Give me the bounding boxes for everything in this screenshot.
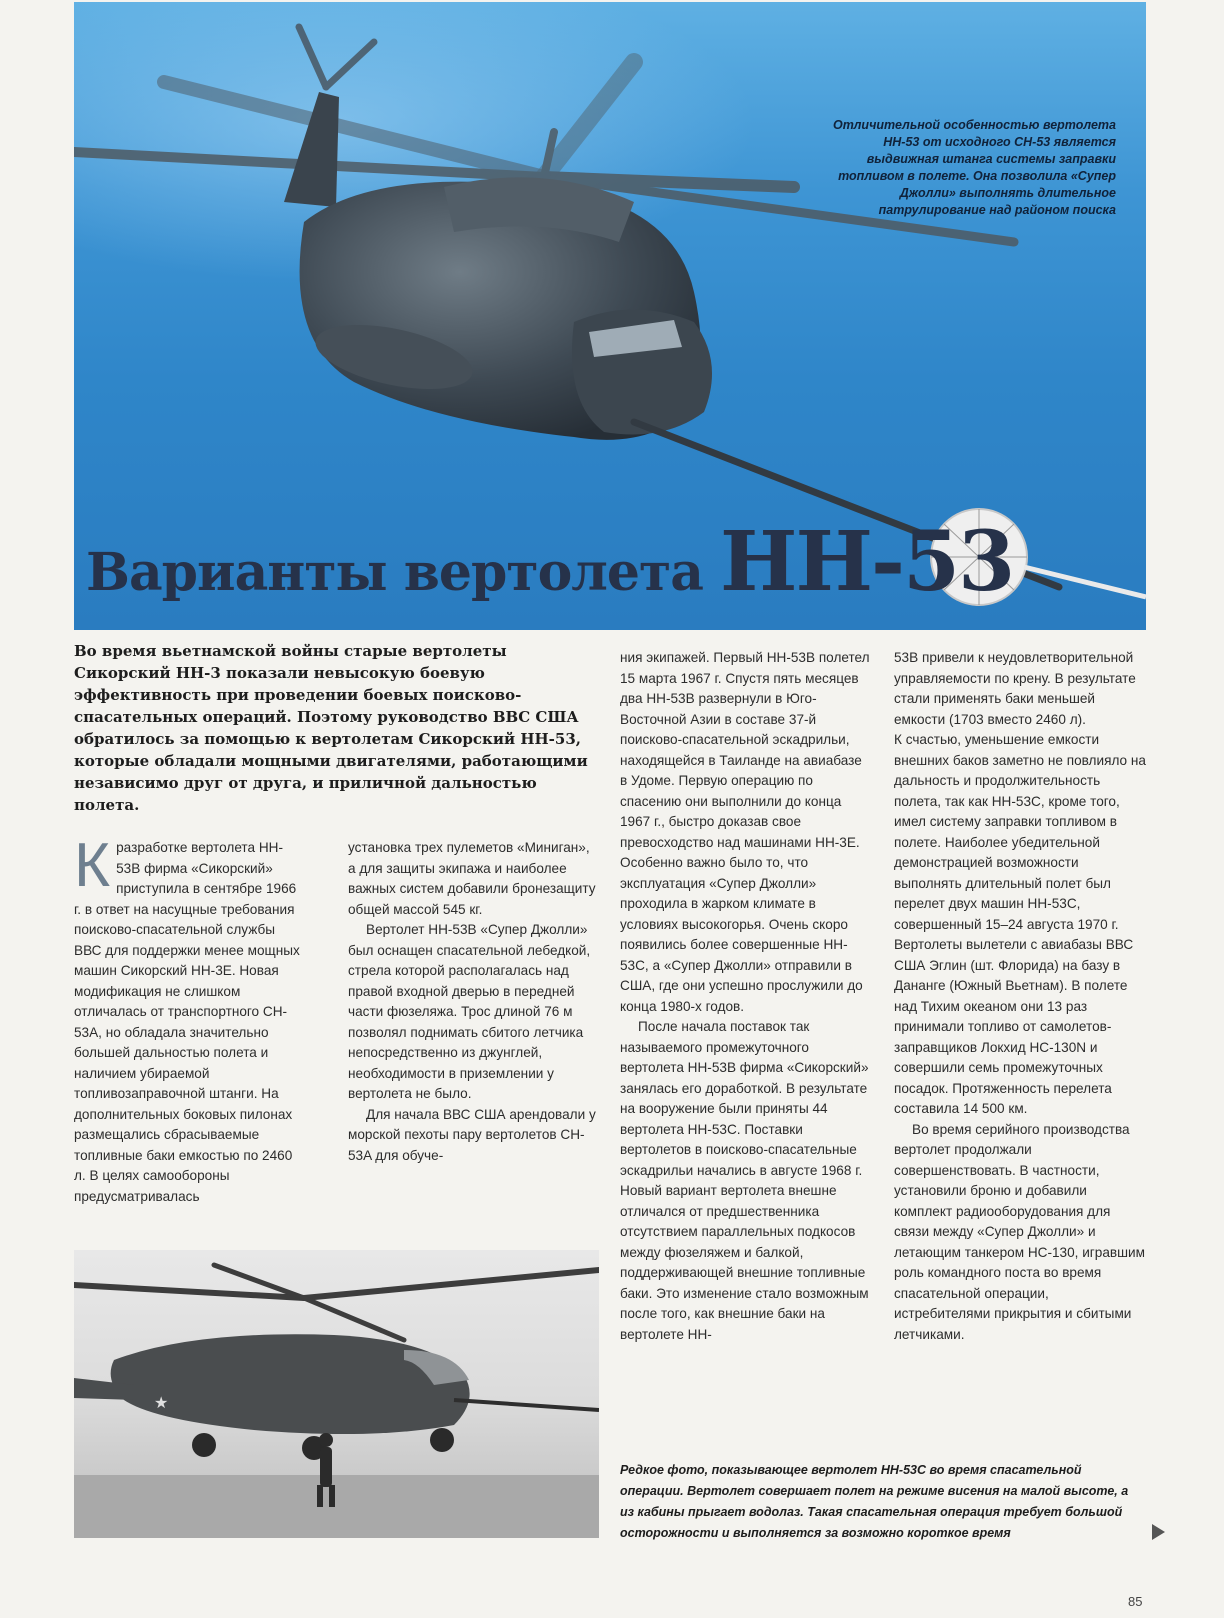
col2-paragraph-3: Для начала ВВС США арендовали у морской пехоты пару вертолетов CH-53A для обуче- — [348, 1106, 596, 1163]
hero-caption: Отличительной особенностью вертолета HH-53 от исходного CH-53 является выдвижная штанга системы заправки топливом в полете. Она позволила «Супер Джолли» выполнять длительное патрулирование над районом поиска — [832, 118, 1116, 217]
svg-text:★: ★ — [154, 1395, 169, 1412]
col4-paragraph-2: К счастью, уменьшение емкости внешних баков заметно не повлияло на дальность и продолжительность полета, так как HH-53C, кроме того, имел систему заправки топливом в полете. Наиболее убедительной демонстрацией возможности выполнять длительный полет был перелет двух машин HH-53C, совершенный 15–24 августа 1970 г. Вертолеты вылетели с авиабазы ВВС США Эглин (шт. Флорида) на базу в Дананге (Южный Вьетнам). В полете над Тихим океаном они 13 раз принимали топливо от самолетов-заправщиков Локхид HC-130N и совершили семь промежуточных посадок. Протяженность перелета составила 14 500 км. — [894, 732, 1146, 1116]
col3-paragraph-1: ния экипажей. Первый HH-53B полетел 15 марта 1967 г. Спустя пять месяцев два HH-53B развернули в Юго-Восточной Азии в составе 37-й поисково-спасательной эскадрильи, находящейся в Таиланде на авиабазе в Удоме. Первую операцию по спасению они выполнили до конца 1967 г., быстро доказав свое превосходство над машинами HH-3E. Особенно важно было то, что эксплуатация «Супер Джолли» проходила в жарком климате в условиях высокогорья. Очень скоро появились более совершенные HH-53C, а «Супер Джолли» отправили в США, где они успешно прослужили до конца 1980-х годов. — [620, 650, 870, 1014]
title-model: HH-53 — [720, 514, 1014, 610]
col2-paragraph-1: установка трех пулеметов «Миниган», а для защиты экипажа и наиболее важных систем добавили бронезащиту общей массой 545 кг. — [348, 840, 596, 917]
col2-paragraph-2: Вертолет HH-53B «Супер Джолли» был оснащен спасательной лебедкой, стрела которой располагалась над правой входной дверью в передней части фюзеляжа. Трос длиной 76 м позволял поднимать сбитого летчика непосредственно из джунглей, необходимости в приземлении у вертолета не было. — [348, 922, 591, 1101]
col3-paragraph-2: После начала поставок так называемого промежуточного вертолета HH-53B фирма «Сикорский» занялась его доработкой. В результате на вооружение были приняты 44 вертолета HH-53C. Поставки вертолетов в поисково-спасательные эскадрильи начались в августе 1968 г. Новый вариант вертолета внешне отличался от предшественника отсутствием параллельных подкосов между фюзеляжем и балкой, поддерживающей внешние топливные баки. Это изменение стало возможным после того, как внешние баки на вертолете HH- — [620, 1019, 869, 1342]
col4-paragraph-1: 53B привели к неудовлетворительной управляемости по крену. В результате стали применять баки меньшей емкости (1703 вместо 2460 л). — [894, 650, 1136, 727]
col1-paragraph-1: разработке вертолета HH-53B фирма «Сикорский» приступила в сентябре 1966 г. в ответ на насущные требования поисково-спасательной службы ВВС для поддержки менее мощных машин Сикорский HH-3E. Новая модификация не слишком отличалась от транспортного CH-53A, но обладала значительно большей дальностью полета и наличием убираемой топливозаправочной штанги. На дополнительных боковых пилонах размещались сбрасываемые топливные баки емкостью по 2460 л. В целях самообороны предусматривалась — [74, 840, 300, 1204]
drop-cap: К — [74, 831, 111, 900]
text-column-4 — [894, 648, 1146, 1345]
page-title — [86, 514, 1014, 613]
lead-paragraph: Во время вьетнамской войны старые вертолеты Сикорский HH-3 показали невысокую боевую эффективность при проведении боевых поисково-спасательных операций. Поэтому руководство ВВС США обратилось за помощью к вертолетам Сикорский HH-53, которые обладали мощными двигателями, работающими независимо друг от друга, и приличной дальностью полета. — [74, 642, 588, 814]
text-column-3 — [620, 648, 872, 1345]
continue-arrow-icon — [1152, 1524, 1165, 1540]
title-main: Варианты вертолета — [86, 542, 721, 603]
text-column-2 — [348, 838, 596, 1166]
hovering-helicopter-illustration — [74, 1250, 599, 1538]
page-number: 85 — [1128, 1594, 1143, 1609]
col4-paragraph-3: Во время серийного производства вертолет продолжали совершенствовать. В частности, установили броню и добавили комплект радиооборудования для связи между «Супер Джолли» и летающим танкером HC-130, игравшим роль командного поста во время спасательной операции, истребителями прикрытия и сбитыми летчиками. — [894, 1121, 1145, 1342]
text-column-1 — [74, 831, 306, 1207]
photo-caption: Редкое фото, показывающее вертолет HH-53C во время спасательной операции. Вертолет совершает полет на режиме висения на малой высоте, а из кабины прыгает водолаз. Такая спасательная операция требует большой осторожности и выполняется за возможно короткое время — [620, 1463, 1129, 1540]
rescue-photo — [74, 1250, 599, 1538]
